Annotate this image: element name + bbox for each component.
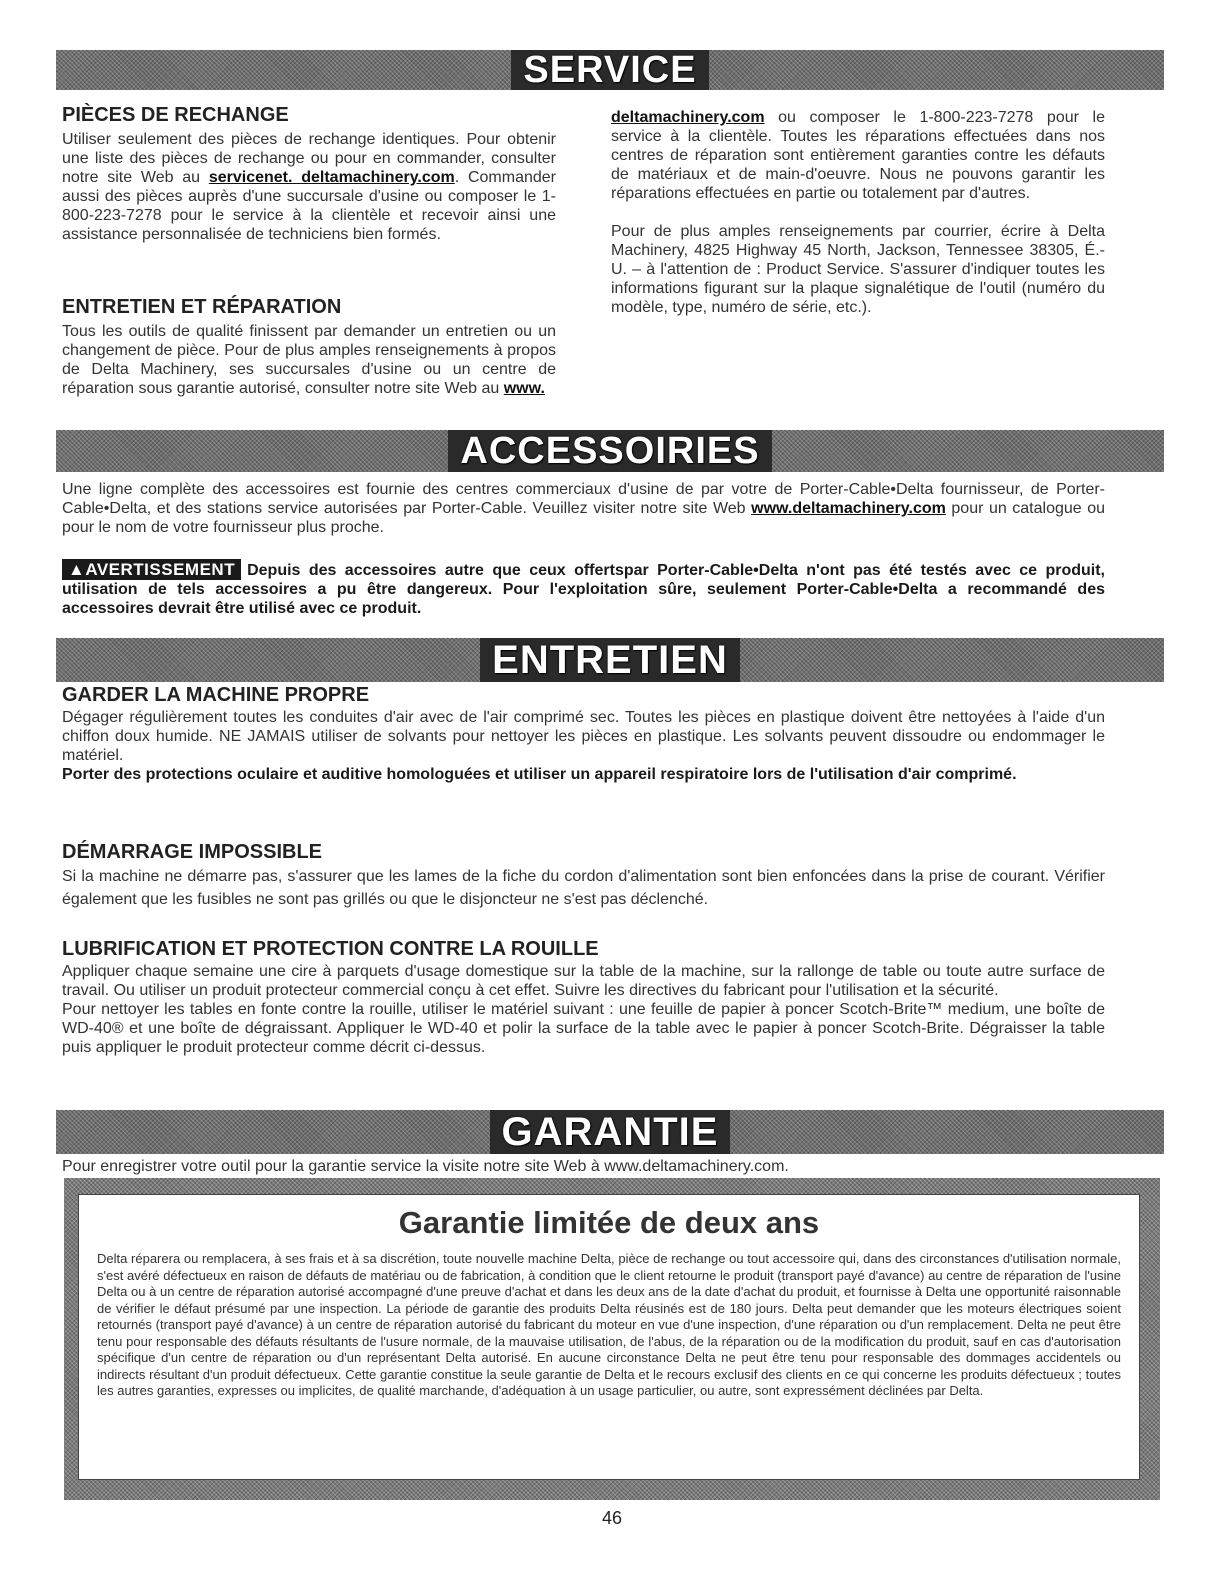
deltamachinery-link[interactable]: deltamachinery.com [611, 109, 765, 126]
accessoires-banner-title: ACCESSOIRIES [448, 430, 771, 472]
garantie-title: Garantie limitée de deux ans [398, 1205, 820, 1240]
garantie-intro-text: Pour enregistrer votre outil pour la garantie service la visite notre site Web à www.deltamachinery.com. [62, 1158, 789, 1175]
garder-heading: GARDER LA MACHINE PROPRE [62, 684, 370, 706]
garantie-box-inner [78, 1194, 1140, 1480]
garder-section [62, 684, 1105, 784]
garder-text: Dégager régulièrement toutes les conduites d'air avec de l'air comprimé sec. Toutes les pièces en plastique doivent être nettoyées à l'aide d'un chiffon doux humide. NE JAMAIS utiliser de solvants pour nettoyer les pièces en plastique. Les solvants peuvent dissoudre ou endommager le matériel. [62, 709, 1105, 764]
service-right-text-1a: ou composer le 1-800-223-7278 pour le service à la clientèle. Toutes les réparations effectuées dans nos centres de réparation sont entièrement garanties contre les défauts de matériaux et de main-d'oeuvre. Nous ne pouvons garantir les réparations effectuées en partie ou totalement par d'autres. [611, 109, 1105, 202]
lubrification-text-1: Appliquer chaque semaine une cire à parquets d'usage domestique sur la table de la machine, sur la rallonge de table ou toute autre surface de travail. Ou utiliser un produit protecteur commercial conçu à cet effet. Suivre les directives du fabricant pour l'utilisation et la sécurité. [62, 963, 1105, 999]
garantie-intro [62, 1157, 1105, 1176]
garantie-banner [56, 1110, 1164, 1154]
service-right-text-2: Pour de plus amples renseignements par courrier, écrire à Delta Machinery, 4825 Highway 45 North, Jackson, Tennessee 38305, É.-U. – à l'attention de : Product Service. S'assurer d'indiquer toutes les informations figurant sur la plaque signalétique de l'outil (numéro du modèle, type, numéro de série, etc.). [611, 223, 1105, 316]
service-banner [56, 50, 1164, 90]
service-right-column [611, 108, 1105, 317]
garder-bold-text: Porter des protections oculaire et auditive homologuées et utiliser un appareil respiratoire lors de l'utilisation d'air comprimé. [62, 766, 1017, 783]
entretien-banner-title: ENTRETIEN [480, 638, 740, 682]
demarrage-text: Si la machine ne démarre pas, s'assurer que les lames de la fiche du cordon d'alimentation sont bien enfoncées dans la prise de courant. Vérifier également que les fusibles ne sont pas grillés ou que le disjoncteur ne s'est pas déclenché. [62, 868, 1105, 908]
accessoires-link[interactable]: www.deltamachinery.com [751, 500, 946, 517]
entretien-reparation-section [62, 296, 556, 398]
entretien-reparation-heading: ENTRETIEN ET RÉPARATION [62, 296, 342, 318]
garantie-body: Delta réparera ou remplacera, à ses frais et à sa discrétion, toute nouvelle machine Delta, pièce de rechange ou tout accessoire qui, dans des circonstances d'utilisation normale, s'est avéré défectueux en raison de défauts de matériau ou de fabrication, à condition que le client retourne le produit (transport payé d'avance) au centre de réparation de l'usine Delta ou à un centre de réparation autorisé accompagné d'une preuve d'achat et dans les deux ans de la date d'achat du produit, et fournisse à Delta une opportunité raisonnable de vérifier le défaut présumé par une inspection. La période de garantie des produits Delta réusinés est de 180 jours. Delta peut demander que les moteurs électriques soient retournés (transport payé d'avance) à un centre de réparation autorisé du fabricant du moteur en vue d'une inspection, d'une réparation ou d'un remplacement. Delta ne peut être tenu pour responsable des défauts résultants de l'usure normale, de la mauvaise utilisation, de l'abus, de la réparation ou de la modification du produit, sauf en cas d'autorisation spécifique d'un centre de réparation ou d'un représentant Delta autorisé. En aucune circonstance Delta ne peut être tenu pour responsable des dommages accidentels ou indirects résultant d'un produit défectueux. Cette garantie constitue la seule garantie de Delta et le recours exclusif des clients en ce qui concerne les produits défectueux ; toutes les autres garanties, expresses ou implicites, de qualité marchande, d'adéquation à un usage particulier, ou autre, sont expressément déclinées par Delta. [97, 1251, 1121, 1398]
pieces-section [62, 104, 556, 244]
accessoires-text-1: Une ligne complète des accessoires est fournie des centres commerciaux d'usine de par votre de Porter-Cable•Delta fournisseur, de Porter-Cable•Delta, et des stations service autorisées par Porter-Cable. Veuillez visiter notre site Web [62, 481, 1105, 517]
servicenet-link[interactable]: servicenet. deltamachinery.com [208, 169, 455, 186]
warning-block [62, 559, 1105, 618]
accessoires-text-2: pour un catalogue ou pour le nom de votre fournisseur plus proche. [62, 500, 1106, 536]
pieces-heading: PIÈCES DE RECHANGE [62, 104, 289, 126]
entretien-reparation-text-1: Tous les outils de qualité finissent par demander un entretien ou un changement de pièce. Pour de plus amples renseignements à propos de Delta Machinery, ses succursales d'usine ou un centre de réparation sous garantie autorisé, consulter notre site Web au [62, 323, 556, 397]
pieces-text [62, 130, 556, 244]
pieces-text-1: Utiliser seulement des pièces de rechange identiques. Pour obtenir une liste des pièces de rechange ou pour en commander, consulter notre site Web au [62, 131, 556, 186]
accessoires-section [62, 480, 1105, 618]
service-banner-title: SERVICE [511, 50, 708, 90]
pieces-text-2: . Commander aussi des pièces auprès d'une succursale d'usine ou composer le 1-800-223-7278 pour le service à la clientèle et recevoir ainsi une assistance personnalisée de techniciens bien formés. [62, 169, 557, 243]
lubrification-text-2: Pour nettoyer les tables en fonte contre la rouille, utiliser le matériel suivant : une feuille de papier à poncer Scotch-Brite™ medium, une boîte de WD-40® et une boîte de dégraissant. Appliquer le WD-40 et polir la surface de la table avec le papier à poncer Scotch-Brite. Dégraisser la table puis appliquer le produit protecteur comme décrit ci-dessus. [62, 1001, 1105, 1056]
service-right-text-1 [611, 108, 1105, 203]
accessoires-text [62, 480, 1105, 537]
demarrage-heading: DÉMARRAGE IMPOSSIBLE [62, 841, 323, 863]
lubrification-heading: LUBRIFICATION ET PROTECTION CONTRE LA ROUILLE [62, 938, 599, 960]
demarrage-section [62, 841, 1105, 911]
warning-badge: ▲AVERTISSEMENT [62, 559, 241, 580]
page-number: 46 [601, 1508, 623, 1528]
lubrification-section [62, 938, 1105, 1057]
www-link[interactable]: www. [503, 380, 545, 397]
accessoires-banner [56, 430, 1164, 472]
garantie-banner-title: GARANTIE [490, 1110, 731, 1154]
warning-text: Depuis des accessoires autre que ceux offertspar Porter-Cable•Delta n'ont pas été testés avec ce produit, utilisation de tels accessoires a pu être dangereux. Pour l'exploitation sûre, seulement Porter-Cable•Delta a recommandé des accessoires devrait être utilisé avec ce produit. [62, 562, 1105, 617]
entretien-reparation-text [62, 322, 556, 398]
garantie-box [64, 1178, 1160, 1500]
entretien-banner [56, 638, 1164, 682]
